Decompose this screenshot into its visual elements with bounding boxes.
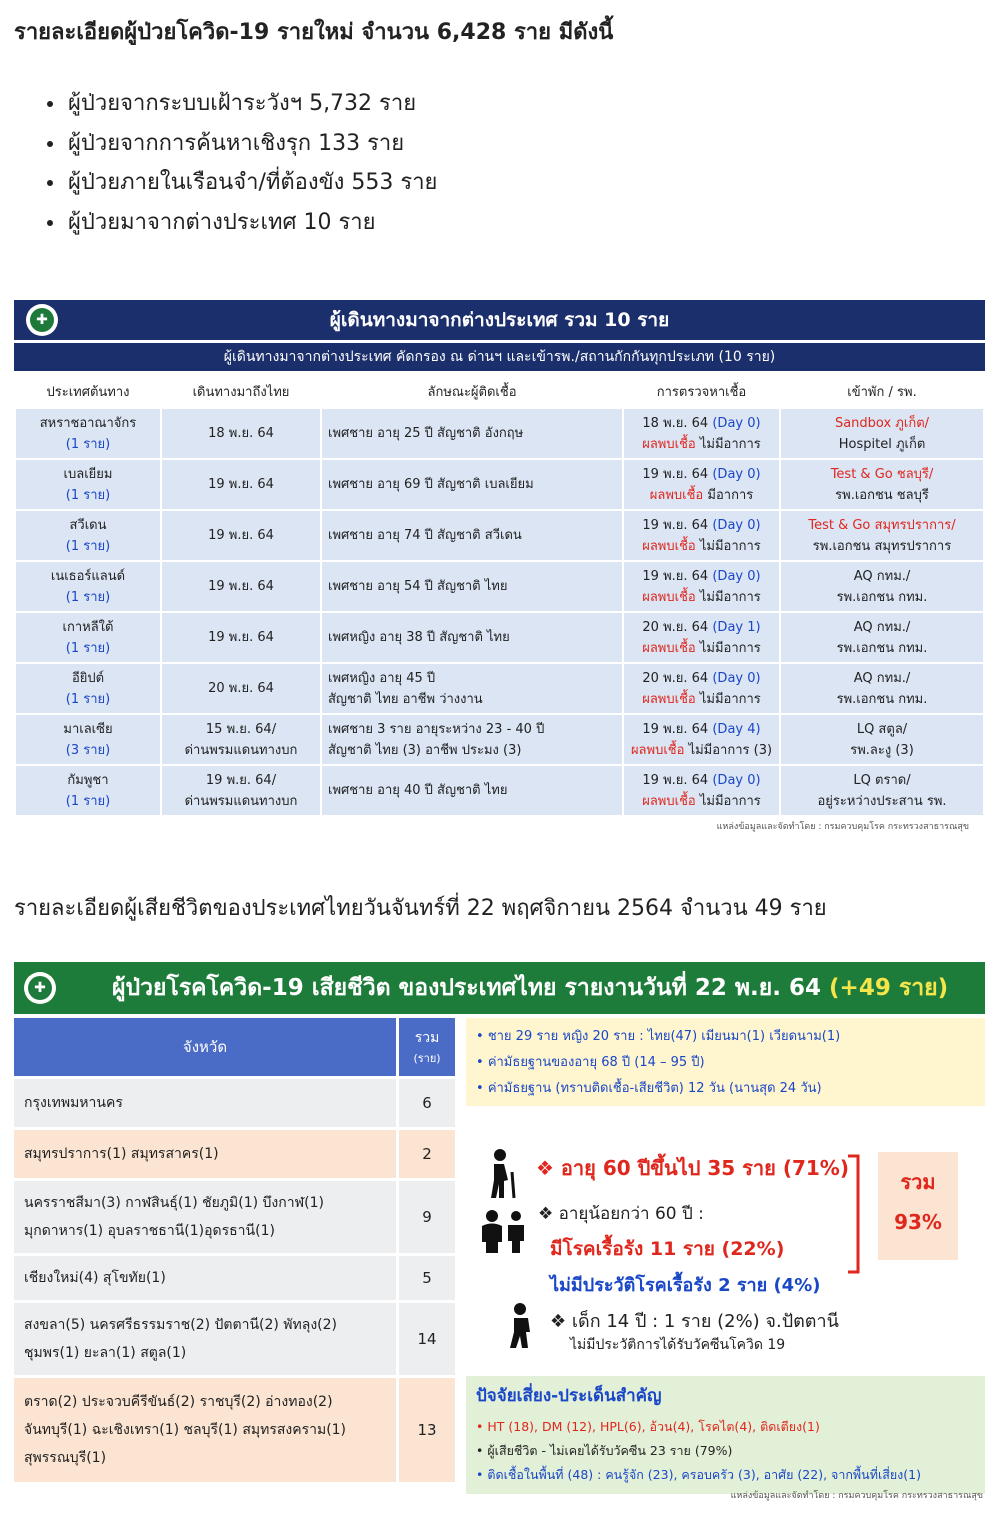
description-cell: เพศชาย อายุ 25 ปี สัญชาติ อังกฤษ <box>322 409 622 458</box>
list-item: • ติดเชื้อในพื้นที่ (48) : คนรู้จัก (23), ครอบครัว (3), อาศัย (22), จากพื้นที่เสี่ยง(1) <box>476 1467 921 1482</box>
test-cell: 19 พ.ย. 64 (Day 4) ผลพบเชื้อ ไม่มีอาการ (3) <box>624 715 779 764</box>
dept-logo-icon: ✚ <box>26 304 58 336</box>
description-cell: เพศชาย อายุ 54 ปี สัญชาติ ไทย <box>322 562 622 611</box>
description-cell: เพศชาย 3 ราย อายุระหว่าง 23 - 40 ปี สัญชาติ ไทย (3) อาชีพ ประมง (3) <box>322 715 622 764</box>
arrival-cell: 19 พ.ย. 64 <box>162 613 320 662</box>
infographic-title-bar <box>14 962 985 1014</box>
death-count-badge: (+49 ราย) <box>829 975 949 1001</box>
stay-cell: LQ สตูล/ รพ.ละงู (3) <box>781 715 983 764</box>
province-cell: สงขลา(5) นครศรีธรรมราช(2) ปัตตานี(2) พัทลุง(2) ชุมพร(1) ยะลา(1) สตูล(1) <box>14 1303 396 1375</box>
test-cell: 20 พ.ย. 64 (Day 0) ผลพบเชื้อ ไม่มีอาการ <box>624 664 779 713</box>
arrival-cell: 19 พ.ย. 64 <box>162 460 320 509</box>
test-cell: 19 พ.ย. 64 (Day 0) ผลพบเชื้อ ไม่มีอาการ <box>624 511 779 560</box>
description-cell: เพศหญิง อายุ 45 ปี สัญชาติ ไทย อาชีพ ว่างงาน <box>322 664 622 713</box>
stay-cell: Sandbox ภูเก็ต/ Hospitel ภูเก็ต <box>781 409 983 458</box>
table-row <box>16 664 983 713</box>
column-header: ลักษณะผู้ติดเชื้อ <box>322 375 622 407</box>
table-row <box>14 1181 455 1253</box>
table-row <box>16 613 983 662</box>
country-cell: เกาหลีใต้ (1 ราย) <box>16 613 160 662</box>
province-cell: นครราชสีมา(3) กาฬสินธุ์(1) ชัยภูมิ(1) บึงกาฬ(1) มุกดาหาร(1) อุบลราชธานี(1)อุดรธานี(1) <box>14 1181 396 1253</box>
risk-title: ปัจจัยเสี่ยง-ประเด็นสำคัญ <box>476 1386 662 1406</box>
age-breakdown <box>466 1106 985 1376</box>
no-chronic-stat: ไม่มีประวัติโรคเรื้อรัง 2 ราย (4%) <box>550 1275 821 1296</box>
province-table <box>14 1018 455 1482</box>
child-stat: ❖ เด็ก 14 ปี : 1 ราย (2%) จ.ปัตตานี <box>550 1311 839 1332</box>
test-cell: 19 พ.ย. 64 (Day 0) ผลพบเชื้อ มีอาการ <box>624 460 779 509</box>
deaths-infographic <box>14 962 985 1502</box>
test-cell: 20 พ.ย. 64 (Day 1) ผลพบเชื้อ ไม่มีอาการ <box>624 613 779 662</box>
test-cell: 19 พ.ย. 64 (Day 0) ผลพบเชื้อ ไม่มีอาการ <box>624 766 779 815</box>
table-row <box>16 460 983 509</box>
table-row <box>16 511 983 560</box>
total-cell: 13 <box>399 1378 455 1482</box>
description-cell: เพศชาย อายุ 69 ปี สัญชาติ เบลเยียม <box>322 460 622 509</box>
country-cell: เนเธอร์แลนด์ (1 ราย) <box>16 562 160 611</box>
risk-factors <box>466 1376 985 1494</box>
dept-logo-icon: ✚ <box>24 972 56 1004</box>
arrival-cell: 19 พ.ย. 64 <box>162 511 320 560</box>
chronic-disease-stat: มีโรคเรื้อรัง 11 ราย (22%) <box>550 1238 785 1260</box>
stay-cell: AQ กทม./ รพ.เอกชน กทม. <box>781 664 983 713</box>
bracket-icon <box>846 1154 862 1274</box>
table-row <box>14 1256 455 1300</box>
total-percentage-box: รวม 93% <box>878 1152 958 1260</box>
travellers-table <box>14 373 985 817</box>
list-item: • ผู้ป่วยมาจากต่างประเทศ 10 ราย <box>66 203 437 243</box>
column-header: เข้าพัก / รพ. <box>781 375 983 407</box>
total-cell: 14 <box>399 1303 455 1375</box>
table-row <box>14 1130 455 1178</box>
arrival-cell: 18 พ.ย. 64 <box>162 409 320 458</box>
total-cell: 9 <box>399 1181 455 1253</box>
table-row <box>16 409 983 458</box>
column-header: เดินทางมาถึงไทย <box>162 375 320 407</box>
column-header: จังหวัด <box>14 1018 396 1076</box>
arrival-cell: 15 พ.ย. 64/ ด่านพรมแดนทางบก <box>162 715 320 764</box>
source-note: แหล่งข้อมูลและจัดทำโดย : กรมควบคุมโรค กระทรวงสาธารณสุข <box>716 822 969 832</box>
table-row <box>14 1079 455 1127</box>
table-header-row <box>14 1018 455 1076</box>
list-item: • ผู้เสียชีวิต - ไม่เคยได้รับวัคซีน 23 ราย (79%) <box>476 1443 733 1458</box>
column-header: รวม (ราย) <box>399 1018 455 1076</box>
province-cell: กรุงเทพมหานคร <box>14 1079 396 1127</box>
table-header-row <box>16 375 983 407</box>
stay-cell: Test & Go สมุทรปราการ/ รพ.เอกชน สมุทรปราการ <box>781 511 983 560</box>
test-cell: 18 พ.ย. 64 (Day 0) ผลพบเชื้อ ไม่มีอาการ <box>624 409 779 458</box>
total-cell: 2 <box>399 1130 455 1178</box>
arrival-cell: 19 พ.ย. 64/ ด่านพรมแดนทางบก <box>162 766 320 815</box>
infographic-title: ผู้ป่วยโรคโควิด-19 เสียชีวิต ของประเทศไทย รายงานวันที่ 22 พ.ย. 64 (+49 ราย) <box>112 975 949 1001</box>
elderly-person-icon <box>482 1148 522 1200</box>
infographic-title: ผู้เดินทางมาจากต่างประเทศ รวม 10 ราย <box>329 309 670 331</box>
page-heading-deaths: รายละเอียดผู้เสียชีวิตของประเทศไทยวันจันทร์ที่ 22 พฤศจิกายน 2564 จำนวน 49 ราย <box>14 896 827 921</box>
adults-icon <box>478 1208 528 1254</box>
country-cell: เบลเยียม (1 ราย) <box>16 460 160 509</box>
stay-cell: AQ กทม./ รพ.เอกชน กทม. <box>781 613 983 662</box>
list-item: • ค่ามัธยฐานของอายุ 68 ปี (14 – 95 ปี) <box>476 1050 975 1076</box>
foreign-travellers-infographic <box>14 300 985 832</box>
total-cell: 5 <box>399 1256 455 1300</box>
arrival-cell: 19 พ.ย. 64 <box>162 562 320 611</box>
stay-cell: Test & Go ชลบุรี/ รพ.เอกชน ชลบุรี <box>781 460 983 509</box>
country-cell: สหราชอาณาจักร (1 ราย) <box>16 409 160 458</box>
infographic-subtitle: ผู้เดินทางมาจากต่างประเทศ คัดกรอง ณ ด่านฯ และเข้ารพ./สถานกักกันทุกประเภท (10 ราย) <box>14 343 985 371</box>
under-60-label: ❖ อายุน้อยกว่า 60 ปี : <box>538 1204 704 1224</box>
child-vaccine-note: ไม่มีประวัติการได้รับวัคซีนโควิด 19 <box>570 1337 786 1353</box>
description-cell: เพศหญิง อายุ 38 ปี สัญชาติ ไทย <box>322 613 622 662</box>
province-cell: ตราด(2) ประจวบคีรีขันธ์(2) ราชบุรี(2) อ่างทอง(2) จันทบุรี(1) ฉะเชิงเทรา(1) ชลบุรี(1) สมุทรสงคราม(1) สุพรรณบุรี(1) <box>14 1378 396 1482</box>
list-item: • ผู้ป่วยภายในเรือนจำ/ที่ต้องขัง 553 ราย <box>66 163 437 203</box>
list-item: • ค่ามัธยฐาน (ทราบติดเชื้อ-เสียชีวิต) 12 วัน (นานสุด 24 วัน) <box>476 1076 975 1102</box>
country-cell: สวีเดน (1 ราย) <box>16 511 160 560</box>
infographic-title-bar <box>14 300 985 340</box>
demographic-summary <box>466 1018 985 1106</box>
table-row <box>16 562 983 611</box>
source-note: แหล่งข้อมูลและจัดทำโดย : กรมควบคุมโรค กระทรวงสาธารณสุข <box>730 1491 983 1501</box>
child-icon <box>506 1302 540 1350</box>
list-item: • ผู้ป่วยจากระบบเฝ้าระวังฯ 5,732 ราย <box>66 84 437 124</box>
description-cell: เพศชาย อายุ 74 ปี สัญชาติ สวีเดน <box>322 511 622 560</box>
country-cell: มาเลเซีย (3 ราย) <box>16 715 160 764</box>
test-cell: 19 พ.ย. 64 (Day 0) ผลพบเชื้อ ไม่มีอาการ <box>624 562 779 611</box>
province-cell: เชียงใหม่(4) สุโขทัย(1) <box>14 1256 396 1300</box>
province-cell: สมุทรปราการ(1) สมุทรสาคร(1) <box>14 1130 396 1178</box>
table-row <box>16 766 983 815</box>
country-cell: อียิปต์ (1 ราย) <box>16 664 160 713</box>
list-item: • ชาย 29 ราย หญิง 20 ราย : ไทย(47) เมียนมา(1) เวียดนาม(1) <box>476 1024 975 1050</box>
description-cell: เพศชาย อายุ 40 ปี สัญชาติ ไทย <box>322 766 622 815</box>
case-breakdown-list <box>40 84 437 242</box>
list-item: • ผู้ป่วยจากการค้นหาเชิงรุก 133 ราย <box>66 124 437 164</box>
table-row <box>14 1303 455 1375</box>
column-header: การตรวจหาเชื้อ <box>624 375 779 407</box>
summary-panel <box>466 1018 985 1494</box>
stay-cell: LQ ตราด/ อยู่ระหว่างประสาน รพ. <box>781 766 983 815</box>
total-cell: 6 <box>399 1079 455 1127</box>
country-cell: กัมพูชา (1 ราย) <box>16 766 160 815</box>
table-row <box>16 715 983 764</box>
list-item: • HT (18), DM (12), HPL(6), อ้วน(4), โรคไต(4), ติดเตียง(1) <box>476 1419 820 1434</box>
age-60-plus-stat: ❖ อายุ 60 ปีขึ้นไป 35 ราย (71%) <box>536 1156 849 1180</box>
table-row <box>14 1378 455 1482</box>
column-header: ประเทศต้นทาง <box>16 375 160 407</box>
page-heading-new-cases: รายละเอียดผู้ป่วยโควิด-19 รายใหม่ จำนวน 6,428 ราย มีดังนี้ <box>14 20 614 45</box>
arrival-cell: 20 พ.ย. 64 <box>162 664 320 713</box>
stay-cell: AQ กทม./ รพ.เอกชน กทม. <box>781 562 983 611</box>
